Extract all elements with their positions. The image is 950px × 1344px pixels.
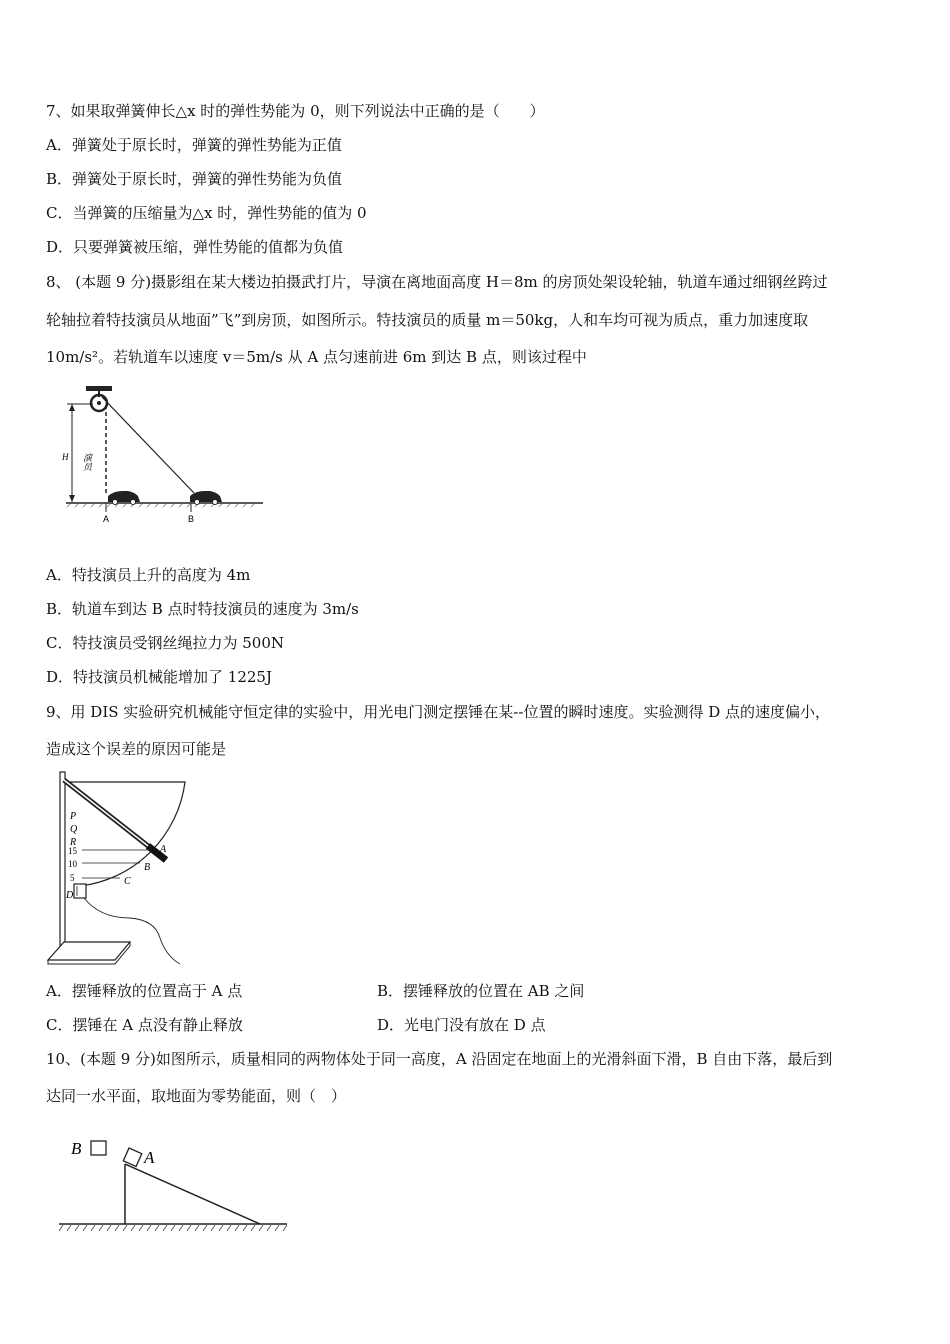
q10-figure: [55, 1128, 295, 1240]
q9-label-d: D: [66, 890, 74, 901]
q8-slant-rope: [102, 397, 194, 493]
q8-label-h: H: [62, 452, 69, 462]
q8-stem-line3: 10m/s²。若轨道车以速度 v＝5m/s 从 A 点匀速前进 6m 到达 B 点，则该过程中: [46, 348, 587, 366]
q10-incline-slope: [125, 1164, 260, 1224]
q8-option-c[interactable]: C．特技演员受钢丝绳拉力为 500N: [46, 634, 285, 652]
q9-option-b[interactable]: B．摆锤释放的位置在 AB 之间: [377, 982, 585, 1000]
q8-label-b: B: [188, 514, 195, 524]
q8-figure: [58, 383, 268, 528]
q9-label-r: R: [70, 837, 77, 848]
q9-label-5: 5: [70, 873, 75, 883]
q7-option-b[interactable]: B．弹簧处于原长时，弹簧的弹性势能为负值: [46, 170, 343, 188]
q8-option-b[interactable]: B．轨道车到达 B 点时特技演员的速度为 3m/s: [46, 600, 359, 618]
q8-label-vertical: 演员: [81, 453, 91, 471]
q8-option-d[interactable]: D．特技演员机械能增加了 1225J: [46, 668, 272, 686]
q7-option-c[interactable]: C．当弹簧的压缩量为△x 时，弹性势能的值为 0: [46, 204, 367, 222]
q9-stand-pole: [60, 772, 65, 947]
q9-option-a[interactable]: A．摆锤释放的位置高于 A 点: [46, 982, 243, 1000]
q9-figure: [40, 768, 240, 970]
q8-stem-line1: 8、 (本题 9 分)摄影组在某大楼边拍摄武打片，导演在离地面高度 H＝8m 的房顶处架设轮轴，轨道车通过细钢丝跨过: [46, 273, 828, 291]
q7-stem: 7、如果取弹簧伸长△x 时的弹性势能为 0，则下列说法中正确的是（ ）: [46, 102, 545, 120]
q7-option-a[interactable]: A．弹簧处于原长时，弹簧的弹性势能为正值: [46, 136, 342, 154]
q9-label-q: Q: [70, 824, 78, 835]
q9-label-p: P: [70, 811, 77, 822]
q10-block-b: [91, 1141, 106, 1155]
q8-ceiling: [86, 386, 112, 391]
q10-label-a: A: [144, 1148, 155, 1167]
q10-label-b: B: [71, 1139, 82, 1158]
q9-photogate: [74, 884, 86, 898]
q9-stem-line2: 造成这个误差的原因可能是: [46, 740, 227, 758]
q8-option-a[interactable]: A．特技演员上升的高度为 4m: [46, 566, 251, 584]
q10-stem-line2: 达同一水平面，取地面为零势能面，则（ ）: [46, 1087, 347, 1105]
q9-label-15: 15: [68, 846, 77, 856]
q9-label-c: C: [124, 876, 131, 887]
q9-stem-line1: 9、用 DIS 实验研究机械能守恒定律的实验中，用光电门测定摆锤在某--位置的瞬时速度。实验测得 D 点的速度偏小，: [46, 703, 831, 721]
q9-option-d[interactable]: D．光电门没有放在 D 点: [377, 1016, 546, 1034]
q7-option-d[interactable]: D．只要弹簧被压缩，弹性势能的值都为负值: [46, 238, 344, 256]
q8-label-a: A: [103, 514, 110, 524]
q9-label-10: 10: [68, 859, 77, 869]
q9-label-b: B: [144, 862, 151, 873]
q10-stem-line1: 10、(本题 9 分)如图所示，质量相同的两物体处于同一高度，A 沿固定在地面上的光滑斜面下滑，B 自由下落，最后到: [46, 1050, 833, 1068]
q9-label-a: A: [160, 844, 167, 855]
q9-option-c[interactable]: C．摆锤在 A 点没有静止释放: [46, 1016, 243, 1034]
q8-stem-line2: 轮轴拉着特技演员从地面”飞”到房顶，如图所示。特技演员的质量 m＝50kg，人和车均可视为质点，重力加速度取: [46, 311, 809, 329]
